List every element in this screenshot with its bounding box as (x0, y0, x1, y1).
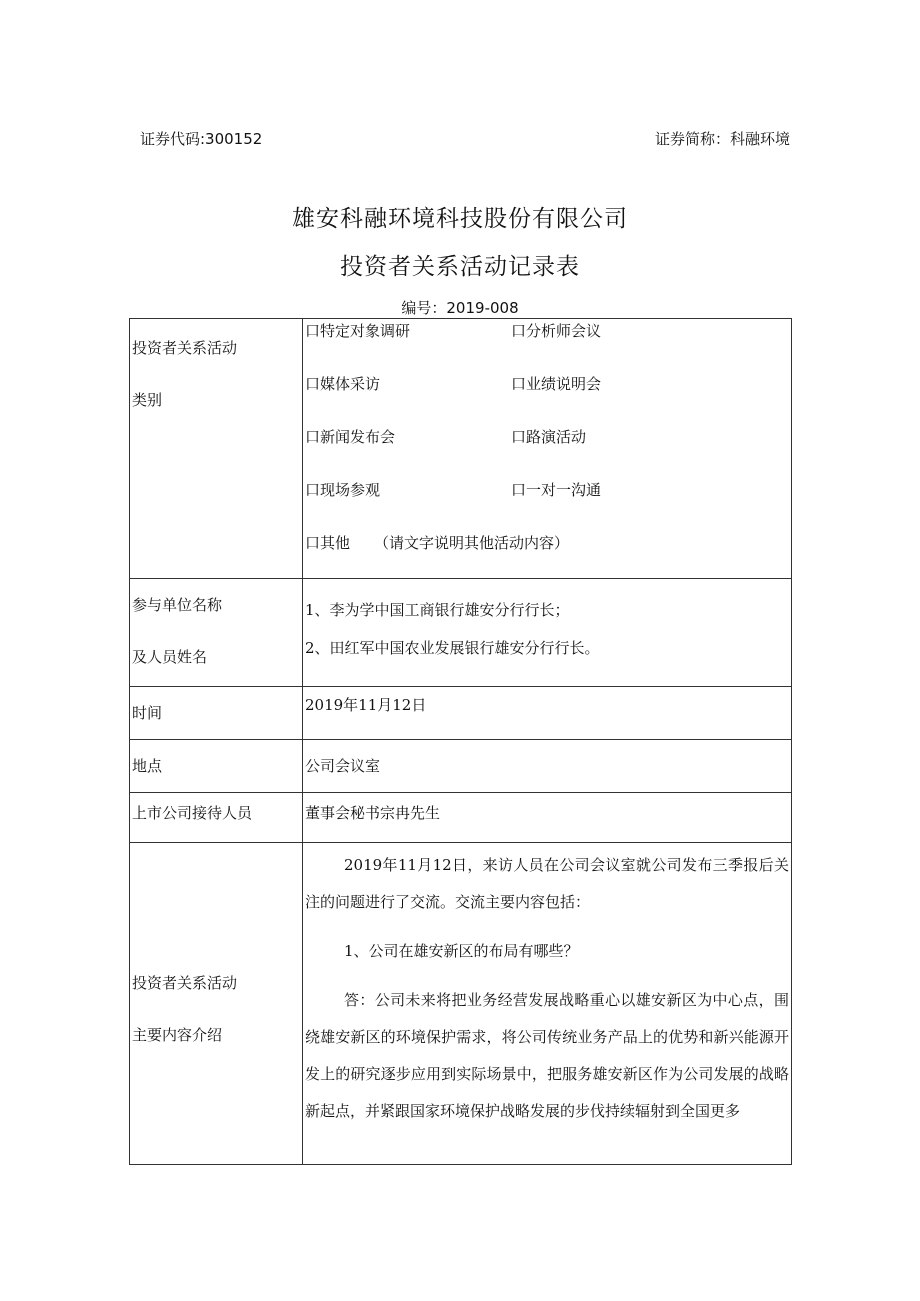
activity-type-label (130, 319, 303, 579)
receptionist-label (130, 793, 303, 843)
content-label-line2: 主要内容介绍 (132, 1025, 223, 1044)
checkbox-other[interactable]: 口其他 (305, 534, 351, 552)
time-label-text: 时间 (132, 704, 163, 722)
participant-item: 1、李为学中国工商银行雄安分行行长； (305, 601, 570, 619)
location-label (130, 740, 303, 793)
serial-number: 编号：2019-008 (401, 299, 519, 317)
row-receptionist (130, 793, 792, 843)
checkbox-specific-research[interactable]: 口特定对象调研 (305, 322, 411, 340)
form-title: 投资者关系活动记录表 (340, 254, 580, 280)
checkbox-analyst-meeting[interactable]: 口分析师会议 (511, 322, 602, 340)
location-label-text: 地点 (132, 757, 163, 775)
checkbox-earnings-briefing[interactable]: 口业绩说明会 (511, 375, 602, 393)
checkbox-press-conference[interactable]: 口新闻发布会 (305, 428, 396, 446)
participants-label-line2: 及人员姓名 (132, 648, 208, 666)
participants-label-line1: 参与单位名称 (132, 596, 223, 614)
location-value-text: 公司会议室 (305, 757, 381, 775)
content-question: 1、公司在雄安新区的布局有哪些？ (344, 942, 579, 960)
content-label-line1: 投资者关系活动 (132, 973, 238, 992)
checkbox-media-interview[interactable]: 口媒体采访 (305, 375, 381, 393)
activity-type-label-line1: 投资者关系活动 (132, 339, 238, 357)
content-intro: 2019年11月12日，来访人员在公司会议室就公司发布三季报后关注的问题进行了交流。交流主要内容包括： (305, 856, 789, 911)
row-participants (130, 579, 792, 687)
row-location (130, 740, 792, 793)
record-table (129, 318, 792, 1165)
participants-value (303, 579, 792, 687)
row-content (130, 843, 792, 1165)
content-label (130, 843, 303, 1165)
receptionist-label-text: 上市公司接待人员 (132, 804, 253, 822)
receptionist-value-text: 董事会秘书宗冉先生 (305, 804, 441, 822)
row-time (130, 687, 792, 740)
activity-type-label-line2: 类别 (132, 391, 163, 409)
row-activity-type (130, 319, 792, 579)
other-note: （请文字说明其他活动内容） (374, 534, 570, 552)
time-label (130, 687, 303, 740)
receptionist-value (303, 793, 792, 843)
location-value (303, 740, 792, 793)
checkbox-one-on-one[interactable]: 口一对一沟通 (511, 481, 602, 499)
time-value (303, 687, 792, 740)
content-answer: 答：公司未来将把业务经营发展战略重心以雄安新区为中心点，围绕雄安新区的环境保护需求，将公司传统业务产品上的优势和新兴能源开发上的研究逐步应用到实际场景中，把服务雄安新区作为公司发展的战略新起点，并紧跟国家环境保护战略发展的步伐持续辐射到全国更多 (305, 991, 789, 1120)
company-title: 雄安科融环境科技股份有限公司 (292, 206, 628, 232)
checkbox-site-visit[interactable]: 口现场参观 (305, 481, 381, 499)
participant-item: 2、田红军中国农业发展银行雄安分行行长。 (305, 639, 600, 657)
participants-label (130, 579, 303, 687)
stock-short-name: 证券简称：科融环境 (654, 130, 790, 148)
stock-code: 证券代码:300152 (140, 130, 263, 148)
time-value-text: 2019年11月12日 (305, 696, 427, 714)
checkbox-roadshow[interactable]: 口路演活动 (511, 428, 587, 446)
content-value (303, 843, 792, 1165)
activity-type-options (303, 319, 792, 579)
